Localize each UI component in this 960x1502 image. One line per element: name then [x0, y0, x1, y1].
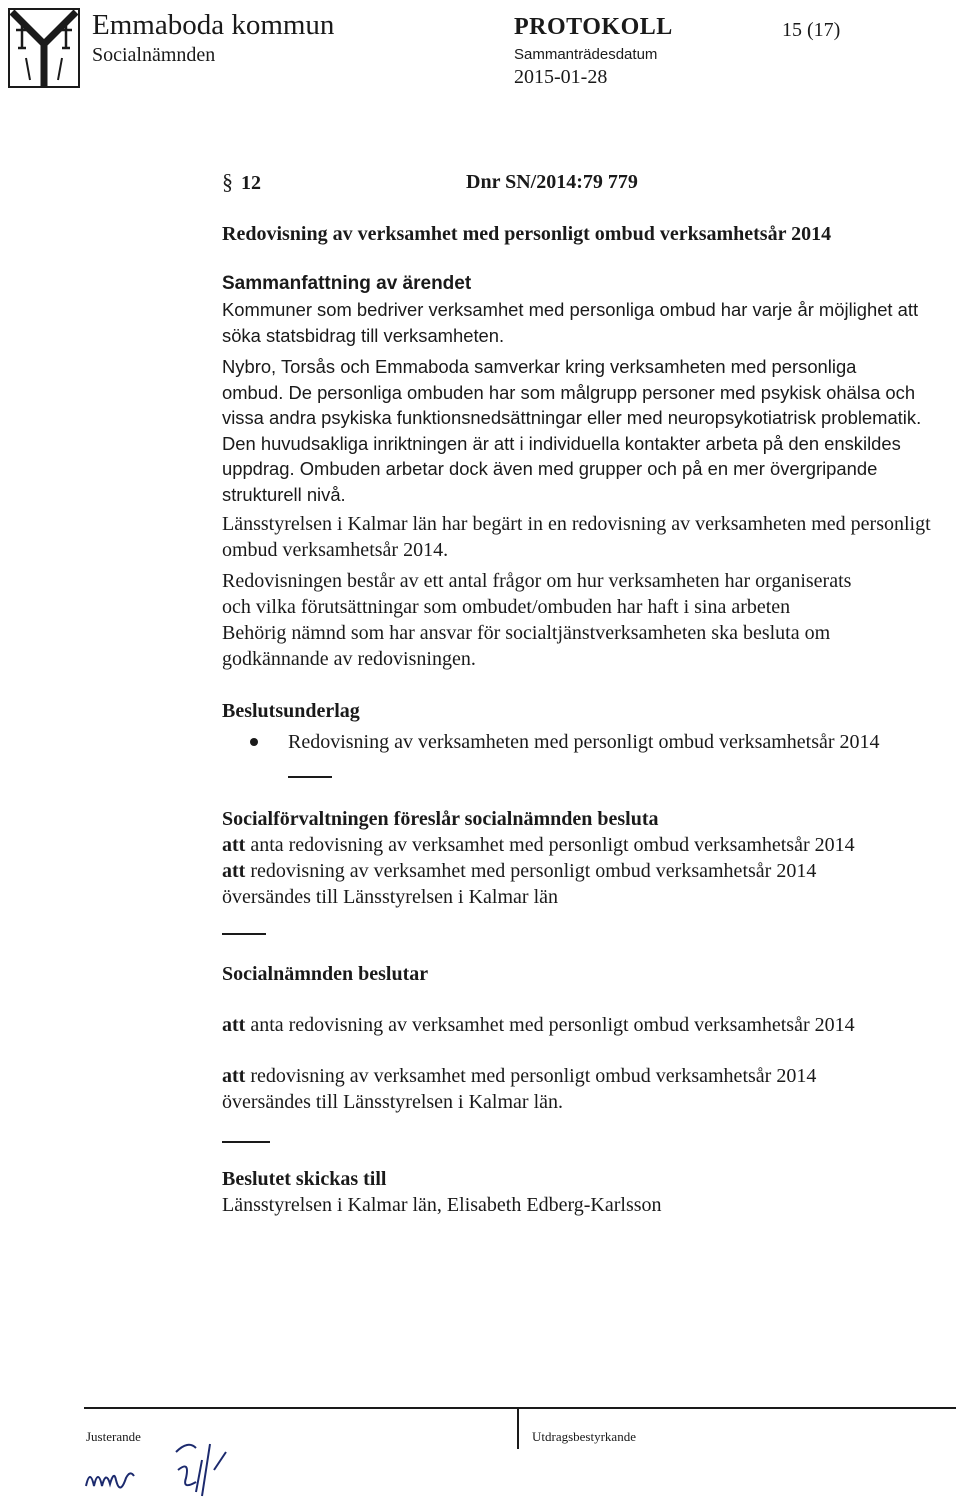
diary-number: Dnr SN/2014:79 779	[466, 171, 638, 193]
summary-text	[222, 297, 922, 513]
body-text	[222, 511, 942, 568]
basis-heading: Beslutsunderlag	[222, 700, 360, 722]
section-sign: §	[222, 169, 233, 194]
paragraph-number	[222, 168, 261, 197]
proposal-line	[222, 832, 855, 858]
decision-heading: Socialnämnden beslutar	[222, 963, 429, 985]
separator-dash	[288, 776, 332, 778]
separator-dash	[222, 933, 266, 935]
summary-paragraph: Nybro, Torsås och Emmaboda samverkar kring verksamheten med personliga ombud. De personliga ombuden har som målgrupp personer med psykisk ohälsa och vissa andra psykiska funktionsnedsättningar eller med neuropsykotiatrisk problematik. Den huvudsakliga inriktningen är att i individuella kontakter arbeta på den enskildes uppdrag. Ombuden arbetar dock även med grupper och på en mer övergripande strukturell nivå.	[222, 356, 922, 505]
body-paragraph: Länsstyrelsen i Kalmar län har begärt in en redovisning av verksamheten med personligt ombud verksamhetsår 2014.	[222, 513, 931, 561]
separator-dash	[222, 1141, 270, 1143]
meeting-date: 2015-01-28	[514, 66, 608, 88]
decision-text: anta redovisning av verksamhet med personligt ombud verksamhetsår 2014	[245, 1014, 855, 1036]
meeting-date-label: Sammanträdesdatum	[514, 46, 658, 63]
recipients-list: Länsstyrelsen i Kalmar län, Elisabeth Edberg-Karlsson	[222, 1194, 662, 1216]
att-keyword: att	[222, 834, 246, 856]
decision-line: översändes till Länsstyrelsen i Kalmar län.	[222, 1091, 564, 1113]
att-keyword: att	[222, 1065, 246, 1087]
body-line: och vilka förutsättningar som ombudet/ombuden har haft i sina arbeten	[222, 596, 791, 618]
certification-label: Utdragsbestyrkande	[532, 1429, 636, 1444]
summary-heading: Sammanfattning av ärendet	[222, 273, 472, 294]
att-keyword: att	[222, 1014, 246, 1036]
proposal-text: anta redovisning av verksamhet med personligt ombud verksamhetsår 2014	[245, 834, 855, 856]
footer-rule	[84, 1407, 956, 1409]
adjuster-label: Justerande	[86, 1429, 141, 1444]
body-line: Redovisningen består av ett antal frågor om hur verksamheten har organiserats	[222, 570, 852, 592]
bullet	[250, 738, 258, 746]
summary-paragraph: Kommuner som bedriver verksamhet med personliga ombud har varje år möjlighet att söka statsbidrag till verksamheten.	[222, 299, 919, 346]
department-name: Socialnämnden	[92, 44, 216, 66]
decision-text: redovisning av verksamhet med personligt ombud verksamhetsår 2014	[245, 1065, 817, 1087]
proposal-line: översändes till Länsstyrelsen i Kalmar län	[222, 886, 559, 908]
proposal-text: redovisning av verksamhet med personligt ombud verksamhetsår 2014	[245, 860, 817, 882]
matter-title: Redovisning av verksamhet med personligt ombud verksamhetsår 2014	[222, 223, 832, 245]
municipality-logo	[8, 8, 80, 88]
footer-divider	[517, 1407, 519, 1449]
proposal-line	[222, 858, 816, 884]
page-number: 15 (17)	[782, 19, 841, 41]
decision-line	[222, 1012, 855, 1038]
recipients-heading: Beslutet skickas till	[222, 1168, 387, 1190]
body-line: Behörig nämnd som har ansvar för socialtjänstverksamheten ska besluta om	[222, 622, 831, 644]
signature-initials-1	[82, 1440, 162, 1502]
paragraph-number-value: 12	[241, 172, 261, 194]
proposal-heading: Socialförvaltningen föreslår socialnämnden besluta	[222, 808, 659, 830]
body-line: godkännande av redovisningen.	[222, 648, 476, 670]
document-type: PROTOKOLL	[514, 14, 673, 40]
signature-initials-2	[166, 1430, 232, 1502]
decision-line	[222, 1063, 816, 1089]
att-keyword: att	[222, 860, 246, 882]
basis-item: Redovisning av verksamheten med personligt ombud verksamhetsår 2014	[288, 731, 880, 753]
organization-name: Emmaboda kommun	[92, 9, 335, 41]
